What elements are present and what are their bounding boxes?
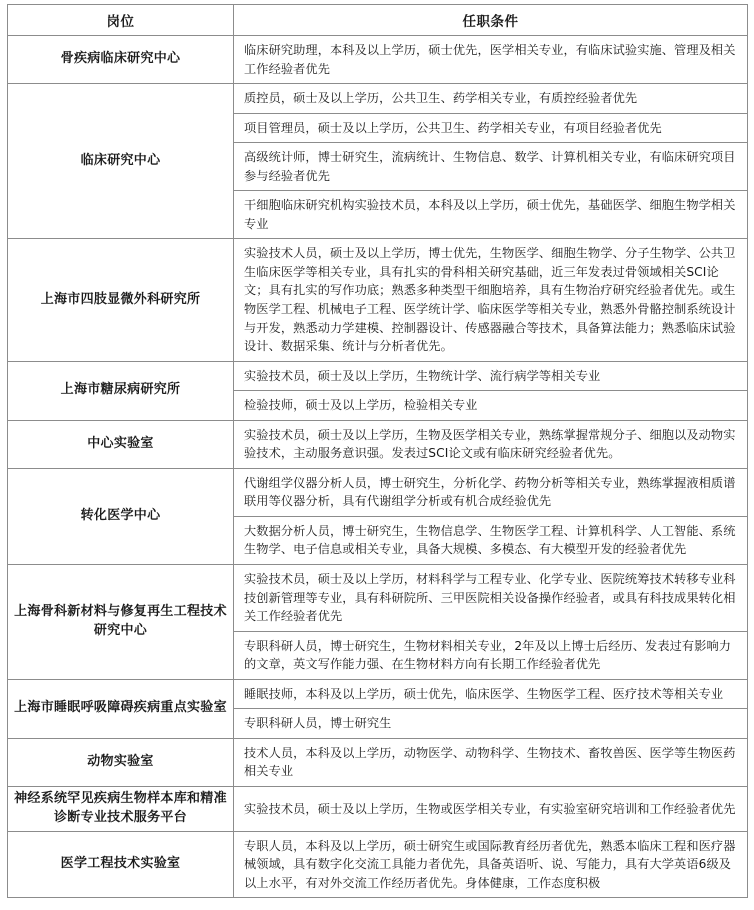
requirement-text: 实验技术员，硕士及以上学历，生物统计学、流行病学等相关专业 [244,368,601,383]
requirement-text: 质控员，硕士及以上学历，公共卫生、药学相关专业，有质控经验者优先 [244,91,638,106]
post-name-cell: 上海市睡眠呼吸障碍疾病重点实验室 [8,679,234,738]
requirement-cell [234,113,748,143]
requirement-cell [234,239,748,361]
table-row [8,679,748,709]
requirement-cell [234,468,748,516]
requirement-text: 专职科研人员，博士研究生，生物材料相关专业，2年及以上博士后经历、发表过有影响力的文章，英文写作能力强、在生物材料方向有长期工作经验者优先 [244,638,732,672]
requirement-text: 技术人员，本科及以上学历，动物医学、动物科学、生物技术、畜牧兽医、医学等生物医药相关专业 [244,745,736,779]
requirement-cell [234,709,748,739]
post-name-cell: 动物实验室 [8,738,234,786]
requirement-cell [234,391,748,421]
table-row [8,84,748,114]
requirement-text: 大数据分析人员，博士研究生，生物信息学、生物医学工程、计算机科学、人工智能、系统生物学、电子信息或相关专业，具备大规模、多模态、有大模型开发的经验者优先 [244,523,736,557]
post-name-cell: 临床研究中心 [8,84,234,239]
requirement-cell [234,361,748,391]
requirement-text: 代谢组学仪器分析人员，博士研究生，分析化学、药物分析等相关专业，熟练掌握液相质谱联用等仪器分析，具有代谢组学分析或有机合成经验优先 [244,475,736,509]
requirement-cell [234,36,748,84]
requirement-text: 临床研究助理，本科及以上学历，硕士优先，医学相关专业，有临床试验实施、管理及相关工作经验者优先 [244,43,736,76]
table-row [8,239,748,361]
requirement-cell [234,516,748,564]
table-row [8,468,748,516]
table-row [8,420,748,468]
requirement-cell [234,143,748,191]
post-name-cell: 上海市四肢显微外科研究所 [8,239,234,361]
requirement-text: 专职科研人员，博士研究生 [244,716,392,731]
requirement-cell [234,738,748,786]
post-name-cell: 医学工程技术实验室 [8,831,234,898]
column-header-post: 岗位 [8,5,234,36]
requirement-cell [234,831,748,898]
post-name-cell: 转化医学中心 [8,468,234,564]
table-row [8,738,748,786]
table-row [8,565,748,632]
requirement-text: 实验技术员，硕士及以上学历，材料科学与工程专业、化学专业、医院统筹技术转移专业科技创新管理等专业，具有科研院所、三甲医院相关设备操作经验者，或具有科技成果转化相关工作经验者优先 [244,572,736,624]
requirement-text: 实验技术员，硕士及以上学历，生物或医学相关专业，有实验室研究培训和工作经验者优先 [244,801,736,816]
table-body [8,36,748,898]
post-name-cell: 骨疾病临床研究中心 [8,36,234,84]
table-row [8,361,748,391]
table-header [8,5,748,36]
post-name-cell: 中心实验室 [8,420,234,468]
table-row [8,36,748,84]
post-name-cell: 上海骨科新材料与修复再生工程技术研究中心 [8,565,234,680]
requirement-text: 检验技师，硕士及以上学历，检验相关专业 [244,398,478,413]
requirement-text: 专职人员，本科及以上学历，硕士研究生或国际教育经历者优先，熟悉本临床工程和医疗器械领域，具有数字化交流工具能力者优先，具备英语听、说、写能力，具有大学英语6级及以上水平，有对外交流工作经历者优先。身体健康，工作态度积极 [244,838,736,890]
post-name-cell: 神经系统罕见疾病生物样本库和精准诊断专业技术服务平台 [8,786,234,831]
job-requirements-table [7,4,748,898]
requirement-cell [234,420,748,468]
requirement-cell [234,565,748,632]
requirement-text: 睡眠技师，本科及以上学历，硕士优先，临床医学、生物医学工程、医疗技术等相关专业 [244,686,724,701]
column-header-requirements: 任职条件 [234,5,748,36]
table-row [8,831,748,898]
post-name-cell: 上海市糖尿病研究所 [8,361,234,420]
requirement-cell [234,84,748,114]
requirement-text: 项目管理员，硕士及以上学历，公共卫生、药学相关专业，有项目经验者优先 [244,120,662,135]
requirement-cell [234,679,748,709]
requirement-text: 实验技术员，硕士及以上学历，生物及医学相关专业，熟练掌握常规分子、细胞以及动物实验技术，主动服务意识强。发表过SCI论文或有临床研究经验者优先。 [244,427,736,461]
requirement-cell [234,631,748,679]
requirement-text: 干细胞临床研究机构实验技术员，本科及以上学历，硕士优先，基础医学、细胞生物学相关专业 [244,198,736,231]
requirement-text: 高级统计师，博士研究生，流病统计、生物信息、数学、计算机相关专业，有临床研究项目参与经验者优先 [244,150,736,183]
requirement-cell [234,191,748,239]
header-row [8,5,748,36]
requirement-text: 实验技术人员，硕士及以上学历，博士优先，生物医学、细胞生物学、分子生物学、公共卫生临床医学等相关专业，具有扎实的骨科相关研究基础，近三年发表过骨领域相关SCI论文；具有扎实的写作功底；熟悉多种类型干细胞培养，具有生物治疗研究经验者优先。或生物医学工程、机械电子工程、医学统计学、临床医学等相关专业，熟悉外骨骼控制系统设计与开发，熟悉动力学建模、控制器设计、传感器融合等技术，具备算法能力；熟悉临床试验设计、数据采集、统计与分析者优先。 [244,246,736,354]
table-row [8,786,748,831]
requirement-cell [234,786,748,831]
